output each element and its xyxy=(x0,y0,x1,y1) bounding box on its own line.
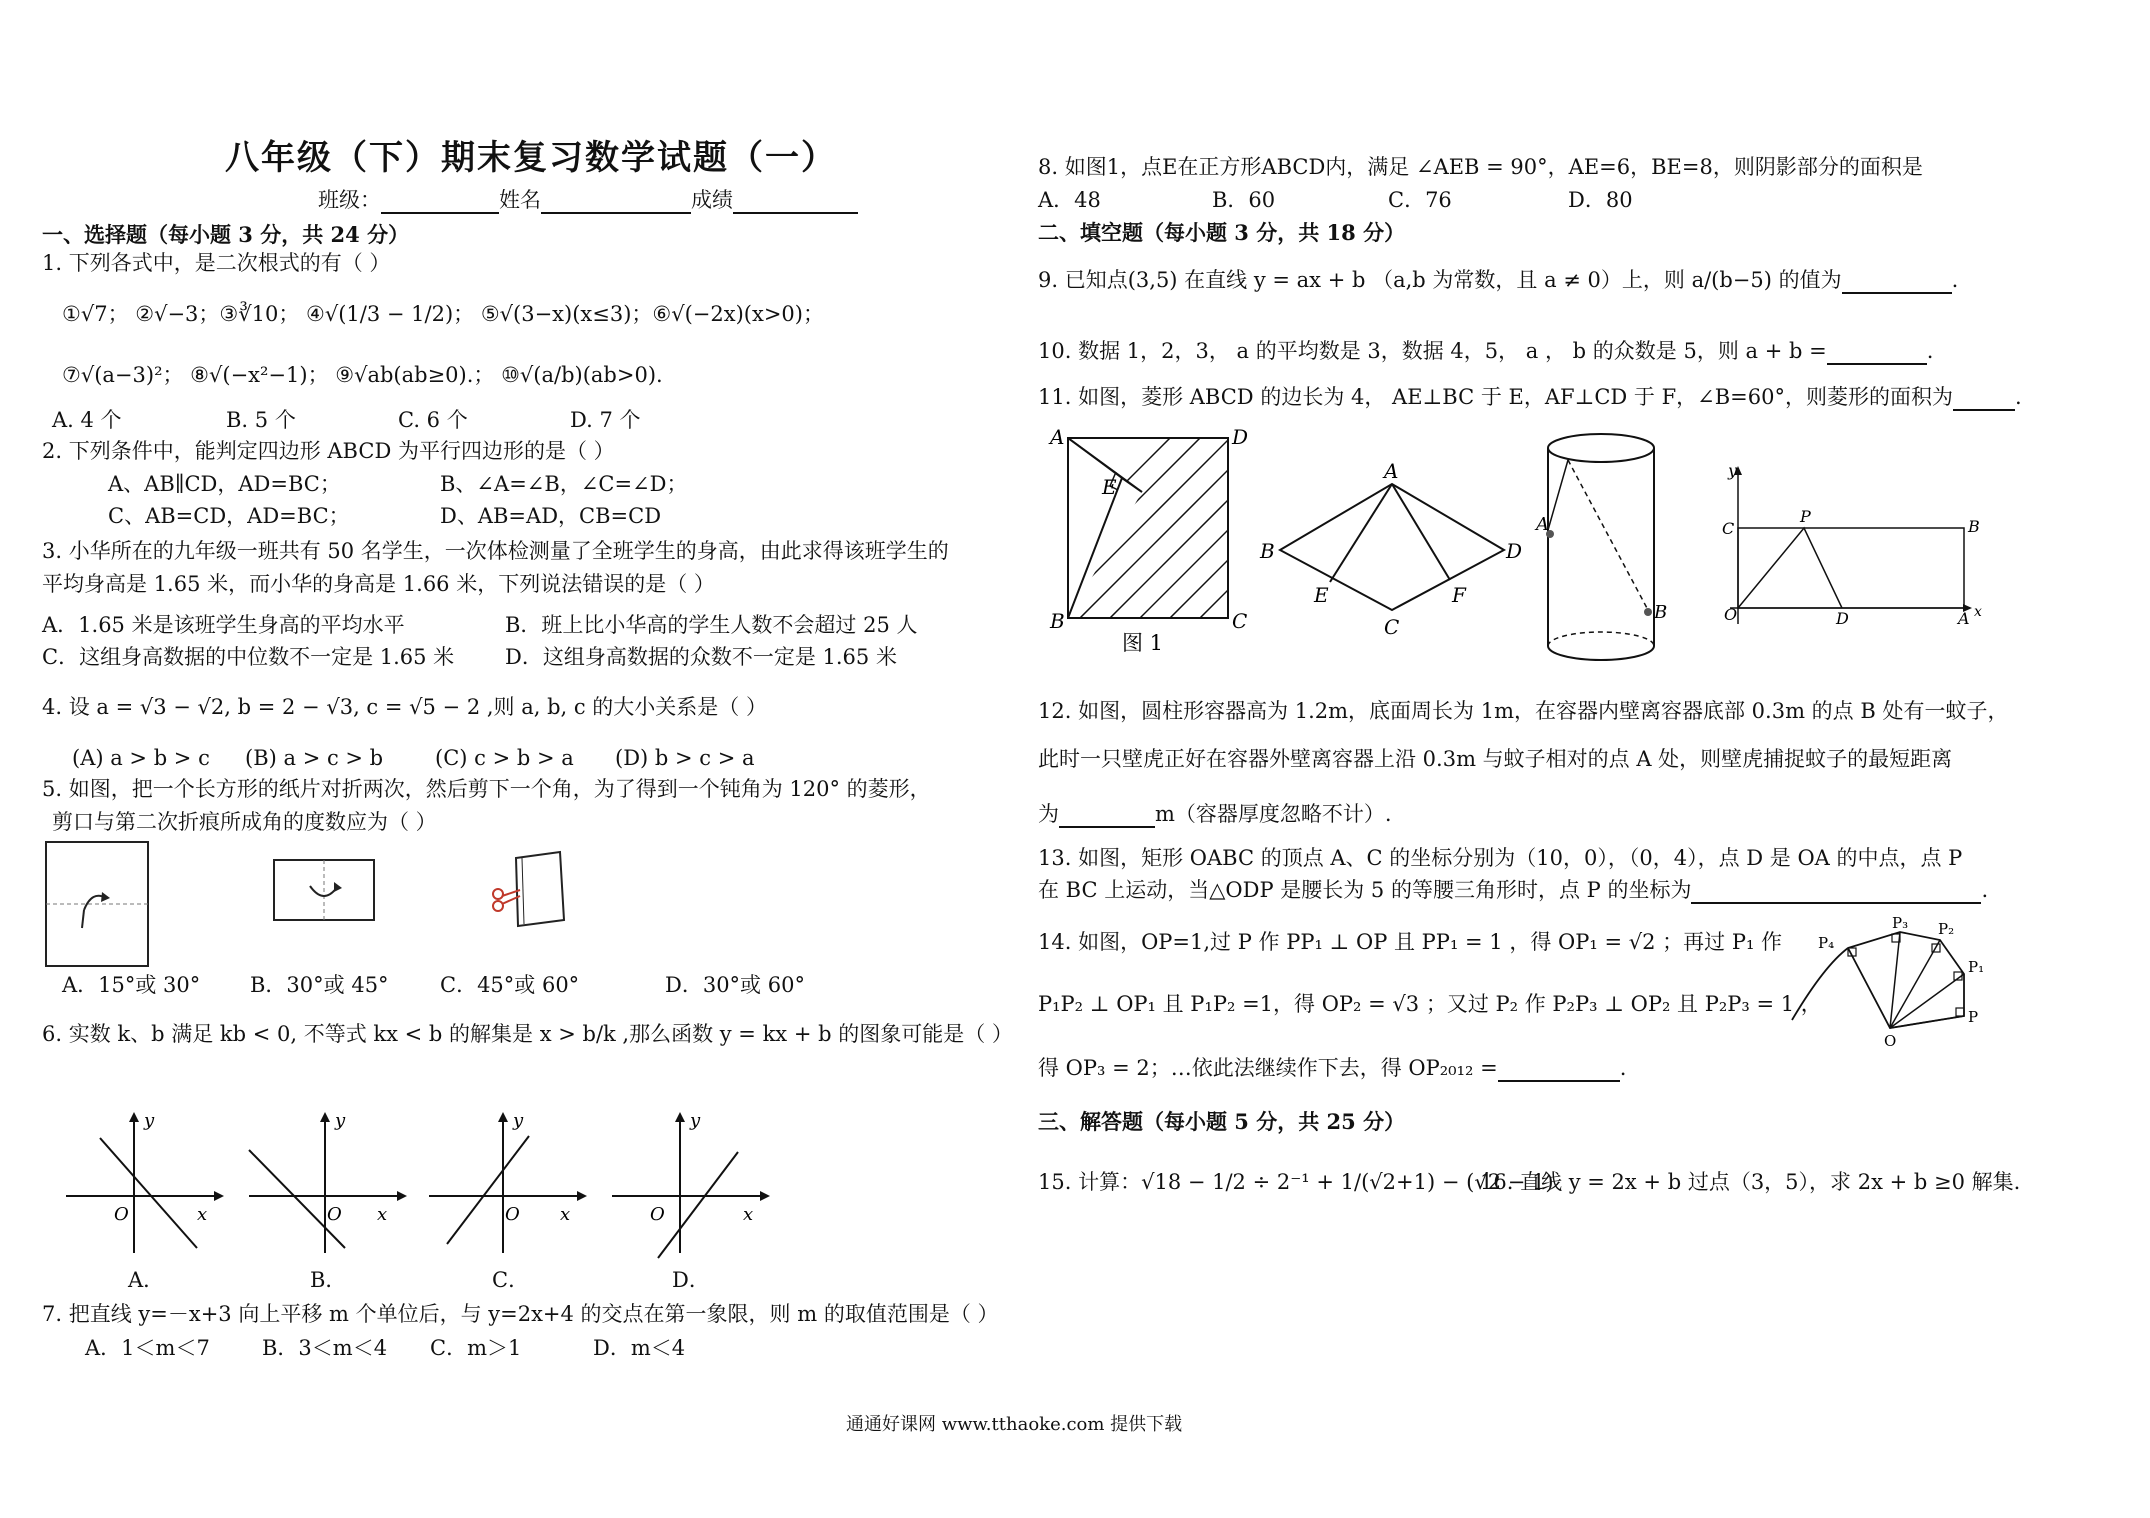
q5-line1: 5. 如图，把一个长方形的纸片对折两次，然后剪下一个角，为了得到一个钝角为 120° 的菱形， xyxy=(42,777,931,801)
q8-stem: 8. 如图1，点E在正方形ABCD内，满足 ∠AEB = 90°，AE=6，BE=8，则阴影部分的面积是 xyxy=(1038,155,1923,179)
q7-stem: 7. 把直线 y=－x+3 向上平移 m 个单位后，与 y=2x+4 的交点在第一象限，则 m 的取值范围是（ ） xyxy=(42,1302,999,1326)
q7-option-c: C．m＞1 xyxy=(430,1336,522,1360)
q6b-x-label: x xyxy=(377,1204,388,1225)
rhombus-label-a: A xyxy=(1384,459,1399,483)
q11-stem: 11. 如图，菱形 ABCD 的边长为 4， AE⊥BC 于 E，AF⊥CD 于 F，∠B=60°，则菱形的面积为 xyxy=(1038,385,1953,409)
q2-option-b: B、∠A=∠B，∠C=∠D； xyxy=(440,472,688,496)
rhombus-label-d: D xyxy=(1506,539,1523,563)
q8-option-c: C．76 xyxy=(1388,188,1452,212)
q8-option-d: D．80 xyxy=(1568,188,1633,212)
q12-line3 xyxy=(1038,800,1392,828)
q14-line3-text: 得 OP₃ = 2；…依此法继续作下去，得 OP₂₀₁₂ = xyxy=(1038,1056,1498,1080)
q6d-y-label: y xyxy=(690,1110,701,1131)
q6a-x-label: x xyxy=(197,1204,208,1225)
fig1-label-c: C xyxy=(1232,609,1248,633)
q1-row1: ①√7； ②√−3；③∛10； ④√(1/3 − 1/2)； ⑤√(3−x)(x≤3)；⑥√(−2x)(x>0)； xyxy=(62,302,824,326)
q4-option-b: (B) a > c > b xyxy=(245,746,384,770)
spiral-label-p2: P₂ xyxy=(1938,920,1955,938)
q11-answer-blank[interactable] xyxy=(1953,387,2015,411)
q3-option-a: A．1.65 米是该班学生身高的平均水平 xyxy=(42,613,405,637)
q13-line2-text: 在 BC 上运动，当△ODP 是腰长为 5 的等腰三角形时，点 P 的坐标为 xyxy=(1038,878,1692,902)
q3-line1: 3. 小华所在的九年级一班共有 50 名学生，一次体检测量了全班学生的身高，由此求得该班学生的 xyxy=(42,539,949,563)
section-heading-fill: 二、填空题（每小题 3 分，共 18 分） xyxy=(1038,220,1406,245)
spiral-label-p: P xyxy=(1968,1008,1979,1026)
fig1-label-b: B xyxy=(1050,609,1065,633)
q13-end: . xyxy=(1981,878,1989,902)
q4-stem: 4. 设 a = √3 − √2, b = 2 − √3, c = √5 − 2 ,则 a, b, c 的大小关系是（ ） xyxy=(42,695,767,719)
q6a-y-label: y xyxy=(144,1110,155,1131)
q4-option-c: (C) c > b > a xyxy=(435,746,574,770)
fig1-label-d: D xyxy=(1232,425,1249,449)
q6-label-c: C． xyxy=(492,1268,530,1292)
q11-rhombus-figure xyxy=(1258,459,1523,639)
rhombus-label-e: E xyxy=(1314,583,1329,607)
spiral-label-o: O xyxy=(1884,1032,1897,1050)
fig1-square xyxy=(1040,425,1249,656)
q6-label-a: A． xyxy=(128,1268,165,1292)
q1-option-c: C. 6 个 xyxy=(398,408,468,432)
cyl-label-a: A xyxy=(1536,514,1549,535)
q12-line3-pre: 为 xyxy=(1038,802,1059,826)
q14-line2: P₁P₂ ⊥ OP₁ 且 P₁P₂ =1，得 OP₂ = √3 ；又过 P₂ 作 P₂P₃ ⊥ OP₂ 且 P₂P₃ = 1 ， xyxy=(1038,992,1822,1016)
q3-option-c: C．这组身高数据的中位数不一定是 1.65 米 xyxy=(42,645,455,669)
q5-option-c: C．45°或 60° xyxy=(440,973,580,997)
rhombus-label-f: F xyxy=(1452,583,1466,607)
score-label: 成绩 xyxy=(691,188,733,212)
page-title: 八年级（下）期末复习数学试题（一） xyxy=(225,138,837,178)
q5-option-d: D．30°或 60° xyxy=(665,973,805,997)
q13-line2 xyxy=(1038,876,1988,904)
score-blank[interactable] xyxy=(733,190,858,214)
rhombus-label-b: B xyxy=(1260,539,1275,563)
q6c-origin: O xyxy=(505,1204,520,1225)
name-label: 姓名 xyxy=(499,188,541,212)
coord-label-y: y xyxy=(1728,461,1738,480)
coord-label-x: x xyxy=(1974,604,1982,620)
q14-line3 xyxy=(1038,1054,1626,1082)
q6-label-b: B． xyxy=(310,1268,347,1292)
q6d-x-label: x xyxy=(743,1204,754,1225)
name-blank[interactable] xyxy=(541,190,691,214)
q10-answer-blank[interactable] xyxy=(1827,341,1927,365)
q6c-x-label: x xyxy=(560,1204,571,1225)
q8-option-a: A．48 xyxy=(1038,188,1101,212)
q6d-origin: O xyxy=(650,1204,665,1225)
class-label: 班级： xyxy=(318,188,381,212)
q5-fold-figure-3 xyxy=(480,850,570,930)
q12-line1: 12. 如图，圆柱形容器高为 1.2m，底面周长为 1m，在容器内壁离容器底部 0.3m 的点 B 处有一蚊子， xyxy=(1038,699,2009,723)
q2-option-c: C、AB=CD，AD=BC； xyxy=(108,504,350,528)
cyl-label-b: B xyxy=(1654,602,1668,623)
q6b-origin: O xyxy=(327,1204,342,1225)
q2-stem: 2. 下列条件中，能判定四边形 ABCD 为平行四边形的是（ ） xyxy=(42,439,615,463)
scissors-icon xyxy=(493,889,503,899)
q5-fold-figure-1 xyxy=(44,840,152,970)
rhombus-label-c: C xyxy=(1384,615,1400,639)
q9-row xyxy=(1038,266,1958,294)
q5-line2: 剪口与第二次折痕所成角的度数应为（ ） xyxy=(52,810,437,834)
q7-option-d: D．m＜4 xyxy=(593,1336,686,1360)
student-info-row xyxy=(318,186,858,214)
q11-end: . xyxy=(2015,385,2022,409)
q2-option-d: D、AB=AD，CB=CD xyxy=(440,504,662,528)
spiral-label-p4: P₄ xyxy=(1818,934,1835,952)
q13-coordinate-figure xyxy=(1708,458,1982,628)
class-blank[interactable] xyxy=(381,190,499,214)
coord-label-d: D xyxy=(1836,609,1849,628)
coord-label-o: O xyxy=(1724,605,1738,624)
q7-option-b: B．3＜m＜4 xyxy=(262,1336,388,1360)
q10-end: . xyxy=(1926,339,1934,363)
q9-answer-blank[interactable] xyxy=(1842,270,1952,294)
q6a-origin: O xyxy=(114,1204,129,1225)
q6-graph-d xyxy=(608,1108,778,1258)
coord-label-a: A xyxy=(1958,609,1970,628)
coord-label-b: B xyxy=(1968,517,1980,536)
q14-answer-blank[interactable] xyxy=(1498,1058,1620,1082)
q12-line2: 此时一只壁虎正好在容器外壁离容器上沿 0.3m 与蚊子相对的点 A 处，则壁虎捕捉蚊子的最短距离 xyxy=(1038,747,1953,771)
q15-stem: 15. 计算：√18 − 1/2 ÷ 2⁻¹ + 1/(√2+1) − (√2 − 1) xyxy=(1038,1170,1554,1194)
q1-stem: 1. 下列各式中，是二次根式的有（ ） xyxy=(42,251,391,275)
spiral-label-p3: P₃ xyxy=(1892,914,1909,932)
q16-stem: 16. 直线 y = 2x + b 过点（3，5），求 2x + b ≥0 解集. xyxy=(1480,1170,2021,1194)
q14-spiral-figure xyxy=(1788,914,1988,1053)
q6-graph-a xyxy=(62,1108,232,1258)
q6c-y-label: y xyxy=(513,1110,524,1131)
fig1-label-e: E xyxy=(1102,475,1117,499)
spiral-label-p1: P₁ xyxy=(1968,958,1985,976)
q1-option-d: D. 7 个 xyxy=(570,408,641,432)
fig1-label-a: A xyxy=(1050,425,1065,449)
q13-answer-blank[interactable] xyxy=(1691,880,1981,904)
q6-graph-b xyxy=(245,1108,415,1258)
q3-option-d: D．这组身高数据的众数不一定是 1.65 米 xyxy=(505,645,897,669)
coord-label-p: P xyxy=(1800,507,1811,526)
q3-option-b: B．班上比小华高的学生人数不会超过 25 人 xyxy=(505,613,918,637)
q7-option-a: A．1＜m＜7 xyxy=(85,1336,210,1360)
q6b-y-label: y xyxy=(335,1110,346,1131)
page-footer: 通通好课网 www.tthaoke.com 提供下载 xyxy=(846,1414,1183,1435)
q2-option-a: A、AB∥CD，AD=BC； xyxy=(108,472,341,496)
q1-row2: ⑦√(a−3)²； ⑧√(−x²−1)； ⑨√ab(ab≥0).； ⑩√(a/b)(ab>0). xyxy=(62,363,663,387)
q11-row xyxy=(1038,383,2022,411)
q13-line1: 13. 如图，矩形 OABC 的顶点 A、C 的坐标分别为（10，0），（0，4），点 D 是 OA 的中点，点 P xyxy=(1038,846,1963,870)
q6-graph-c xyxy=(425,1108,595,1258)
q12-answer-blank[interactable] xyxy=(1059,804,1155,828)
q6-stem: 6. 实数 k、b 满足 kb < 0, 不等式 kx < b 的解集是 x > b/k ,那么函数 y = kx + b 的图象可能是（ ） xyxy=(42,1022,1013,1046)
section-heading-solve: 三、解答题（每小题 5 分，共 25 分） xyxy=(1038,1109,1406,1134)
fig1-caption: 图 1 xyxy=(1122,631,1164,655)
q4-option-d: (D) b > c > a xyxy=(615,746,755,770)
coord-label-c: C xyxy=(1722,519,1735,538)
q10-row xyxy=(1038,337,1933,365)
q1-option-b: B. 5 个 xyxy=(226,408,296,432)
q8-option-b: B．60 xyxy=(1212,188,1276,212)
q14-line1: 14. 如图，OP=1,过 P 作 PP₁ ⊥ OP 且 PP₁ = 1 ，得 OP₁ = √2 ；再过 P₁ 作 xyxy=(1038,930,1783,954)
q12-line3-post: m（容器厚度忽略不计）. xyxy=(1155,802,1392,826)
q1-option-a: A. 4 个 xyxy=(52,408,122,432)
q5-option-a: A．15°或 30° xyxy=(62,973,201,997)
q6-label-d: D． xyxy=(672,1268,710,1292)
q12-cylinder-figure xyxy=(1536,430,1666,670)
q3-line2: 平均身高是 1.65 米，而小华的身高是 1.66 米，下列说法错误的是（ ） xyxy=(42,572,715,596)
q5-fold-figure-2 xyxy=(272,858,376,922)
q5-option-b: B．30°或 45° xyxy=(250,973,389,997)
section-heading-choice: 一、选择题（每小题 3 分，共 24 分） xyxy=(42,222,410,247)
q9-stem: 9. 已知点(3,5) 在直线 y = ax + b （a,b 为常数，且 a ≠ 0）上，则 a/(b−5) 的值为 xyxy=(1038,268,1842,292)
q10-stem: 10. 数据 1，2，3， a 的平均数是 3，数据 4，5， a ， b 的众数是 5，则 a + b = xyxy=(1038,339,1827,363)
q9-end: . xyxy=(1951,268,1959,292)
q14-end: . xyxy=(1619,1056,1627,1080)
q4-option-a: (A) a > b > c xyxy=(72,746,210,770)
